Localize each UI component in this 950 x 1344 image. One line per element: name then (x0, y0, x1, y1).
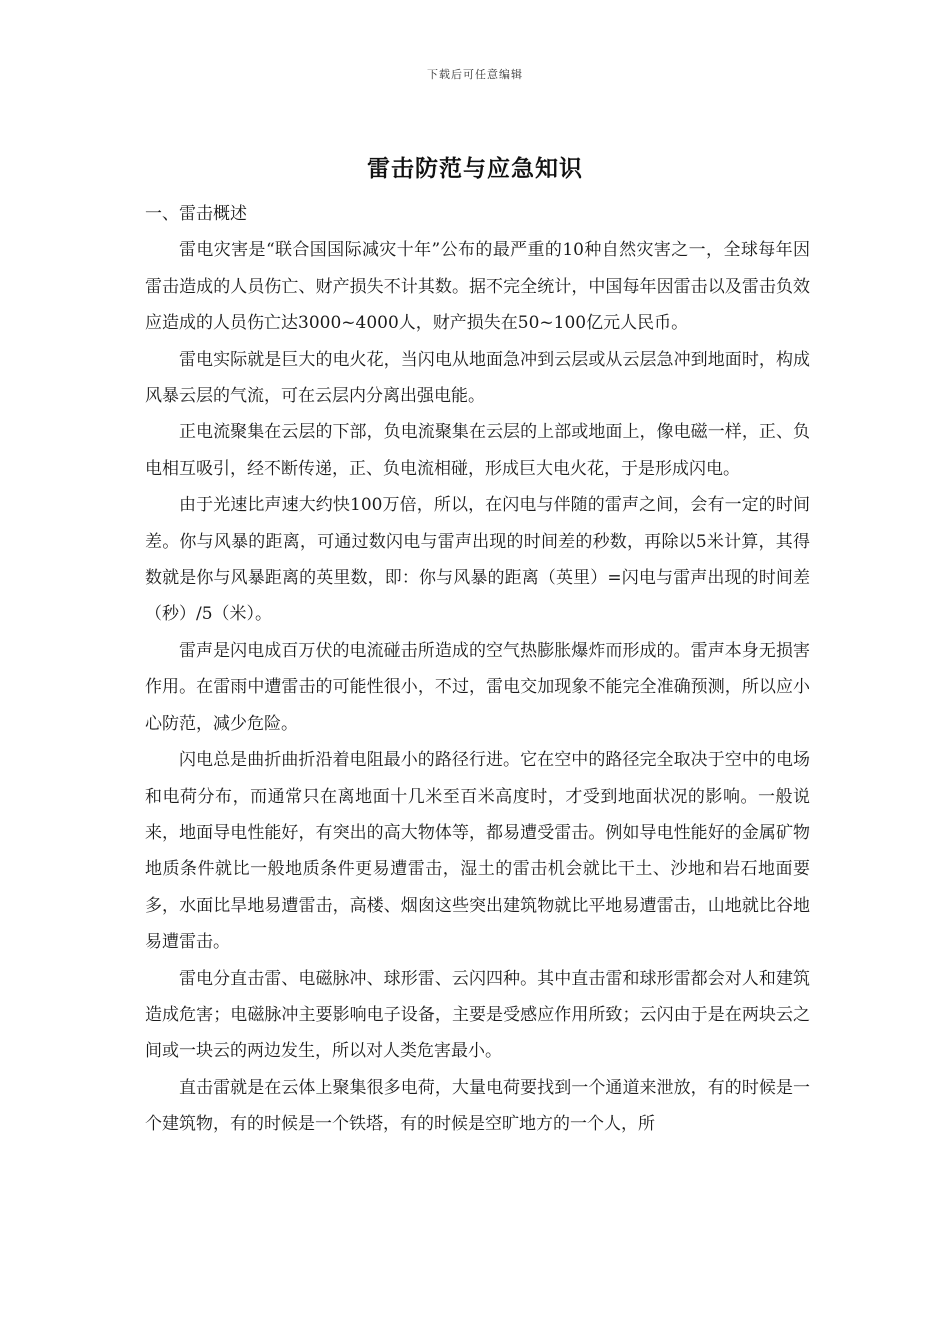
paragraph-4: 由于光速比声速大约快100万倍，所以，在闪电与伴随的雷声之间，会有一定的时间差。你与风暴的距离，可通过数闪电与雷声出现的时间差的秒数，再除以5米计算，其得数就是你与风暴距离的英里数，即：你与风暴的距离（英里）=闪电与雷声出现的时间差（秒）/5（米）。 (145, 495, 810, 625)
paragraph-7: 雷电分直击雷、电磁脉冲、球形雷、云闪四种。其中直击雷和球形雷都会对人和建筑造成危害；电磁脉冲主要影响电子设备，主要是受感应作用所致；云闪由于是在两块云之间或一块云的两边发生，所以对人类危害最小。 (145, 968, 810, 1062)
paragraph-1: 雷电灾害是“联合国国际减灾十年”公布的最严重的10种自然灾害之一，全球每年因雷击造成的人员伤亡、财产损失不计其数。据不完全统计，中国每年因雷击以及雷击负效应造成的人员伤亡达3000~4000人，财产损失在50~100亿元人民币。 (145, 240, 810, 334)
document-title: 雷击防范与应急知识 (367, 155, 583, 182)
paragraph-3: 正电流聚集在云层的下部，负电流聚集在云层的上部或地面上，像电磁一样，正、负电相互吸引，经不断传递，正、负电流相碰，形成巨大电火花，于是形成闪电。 (145, 422, 810, 479)
paragraph-2: 雷电实际就是巨大的电火花，当闪电从地面急冲到云层或从云层急冲到地面时，构成风暴云层的气流，可在云层内分离出强电能。 (145, 349, 810, 407)
paragraph-8: 直击雷就是在云体上聚集很多电荷，大量电荷要找到一个通道来泄放，有的时候是一个建筑物，有的时候是一个铁塔，有的时候是空旷地方的一个人，所 (145, 1077, 810, 1135)
paragraph-6: 闪电总是曲折曲折沿着电阻最小的路径行进。它在空中的路径完全取决于空中的电场和电荷分布，而通常只在离地面十几米至百米高度时，才受到地面状况的影响。一般说来，地面导电性能好，有突出的高大物体等，都易遭受雷击。例如导电性能好的金属矿物地质条件就比一般地质条件更易遭雷击，湿土的雷击机会就比干土、沙地和岩石地面要多，水面比旱地易遭雷击，高楼、烟囱这些突出建筑物就比平地易遭雷击，山地就比谷地易遭雷击。 (145, 750, 810, 953)
document-body (145, 196, 810, 1143)
header-note: 下载后可任意编辑 (427, 68, 523, 81)
paragraph-5: 雷声是闪电成百万伏的电流碰击所造成的空气热膨胀爆炸而形成的。雷声本身无损害作用。在雷雨中遭雷击的可能性很小，不过，雷电交加现象不能完全准确预测，所以应小心防范，减少危险。 (145, 640, 810, 734)
section-heading: 一、雷击概述 (145, 204, 247, 224)
